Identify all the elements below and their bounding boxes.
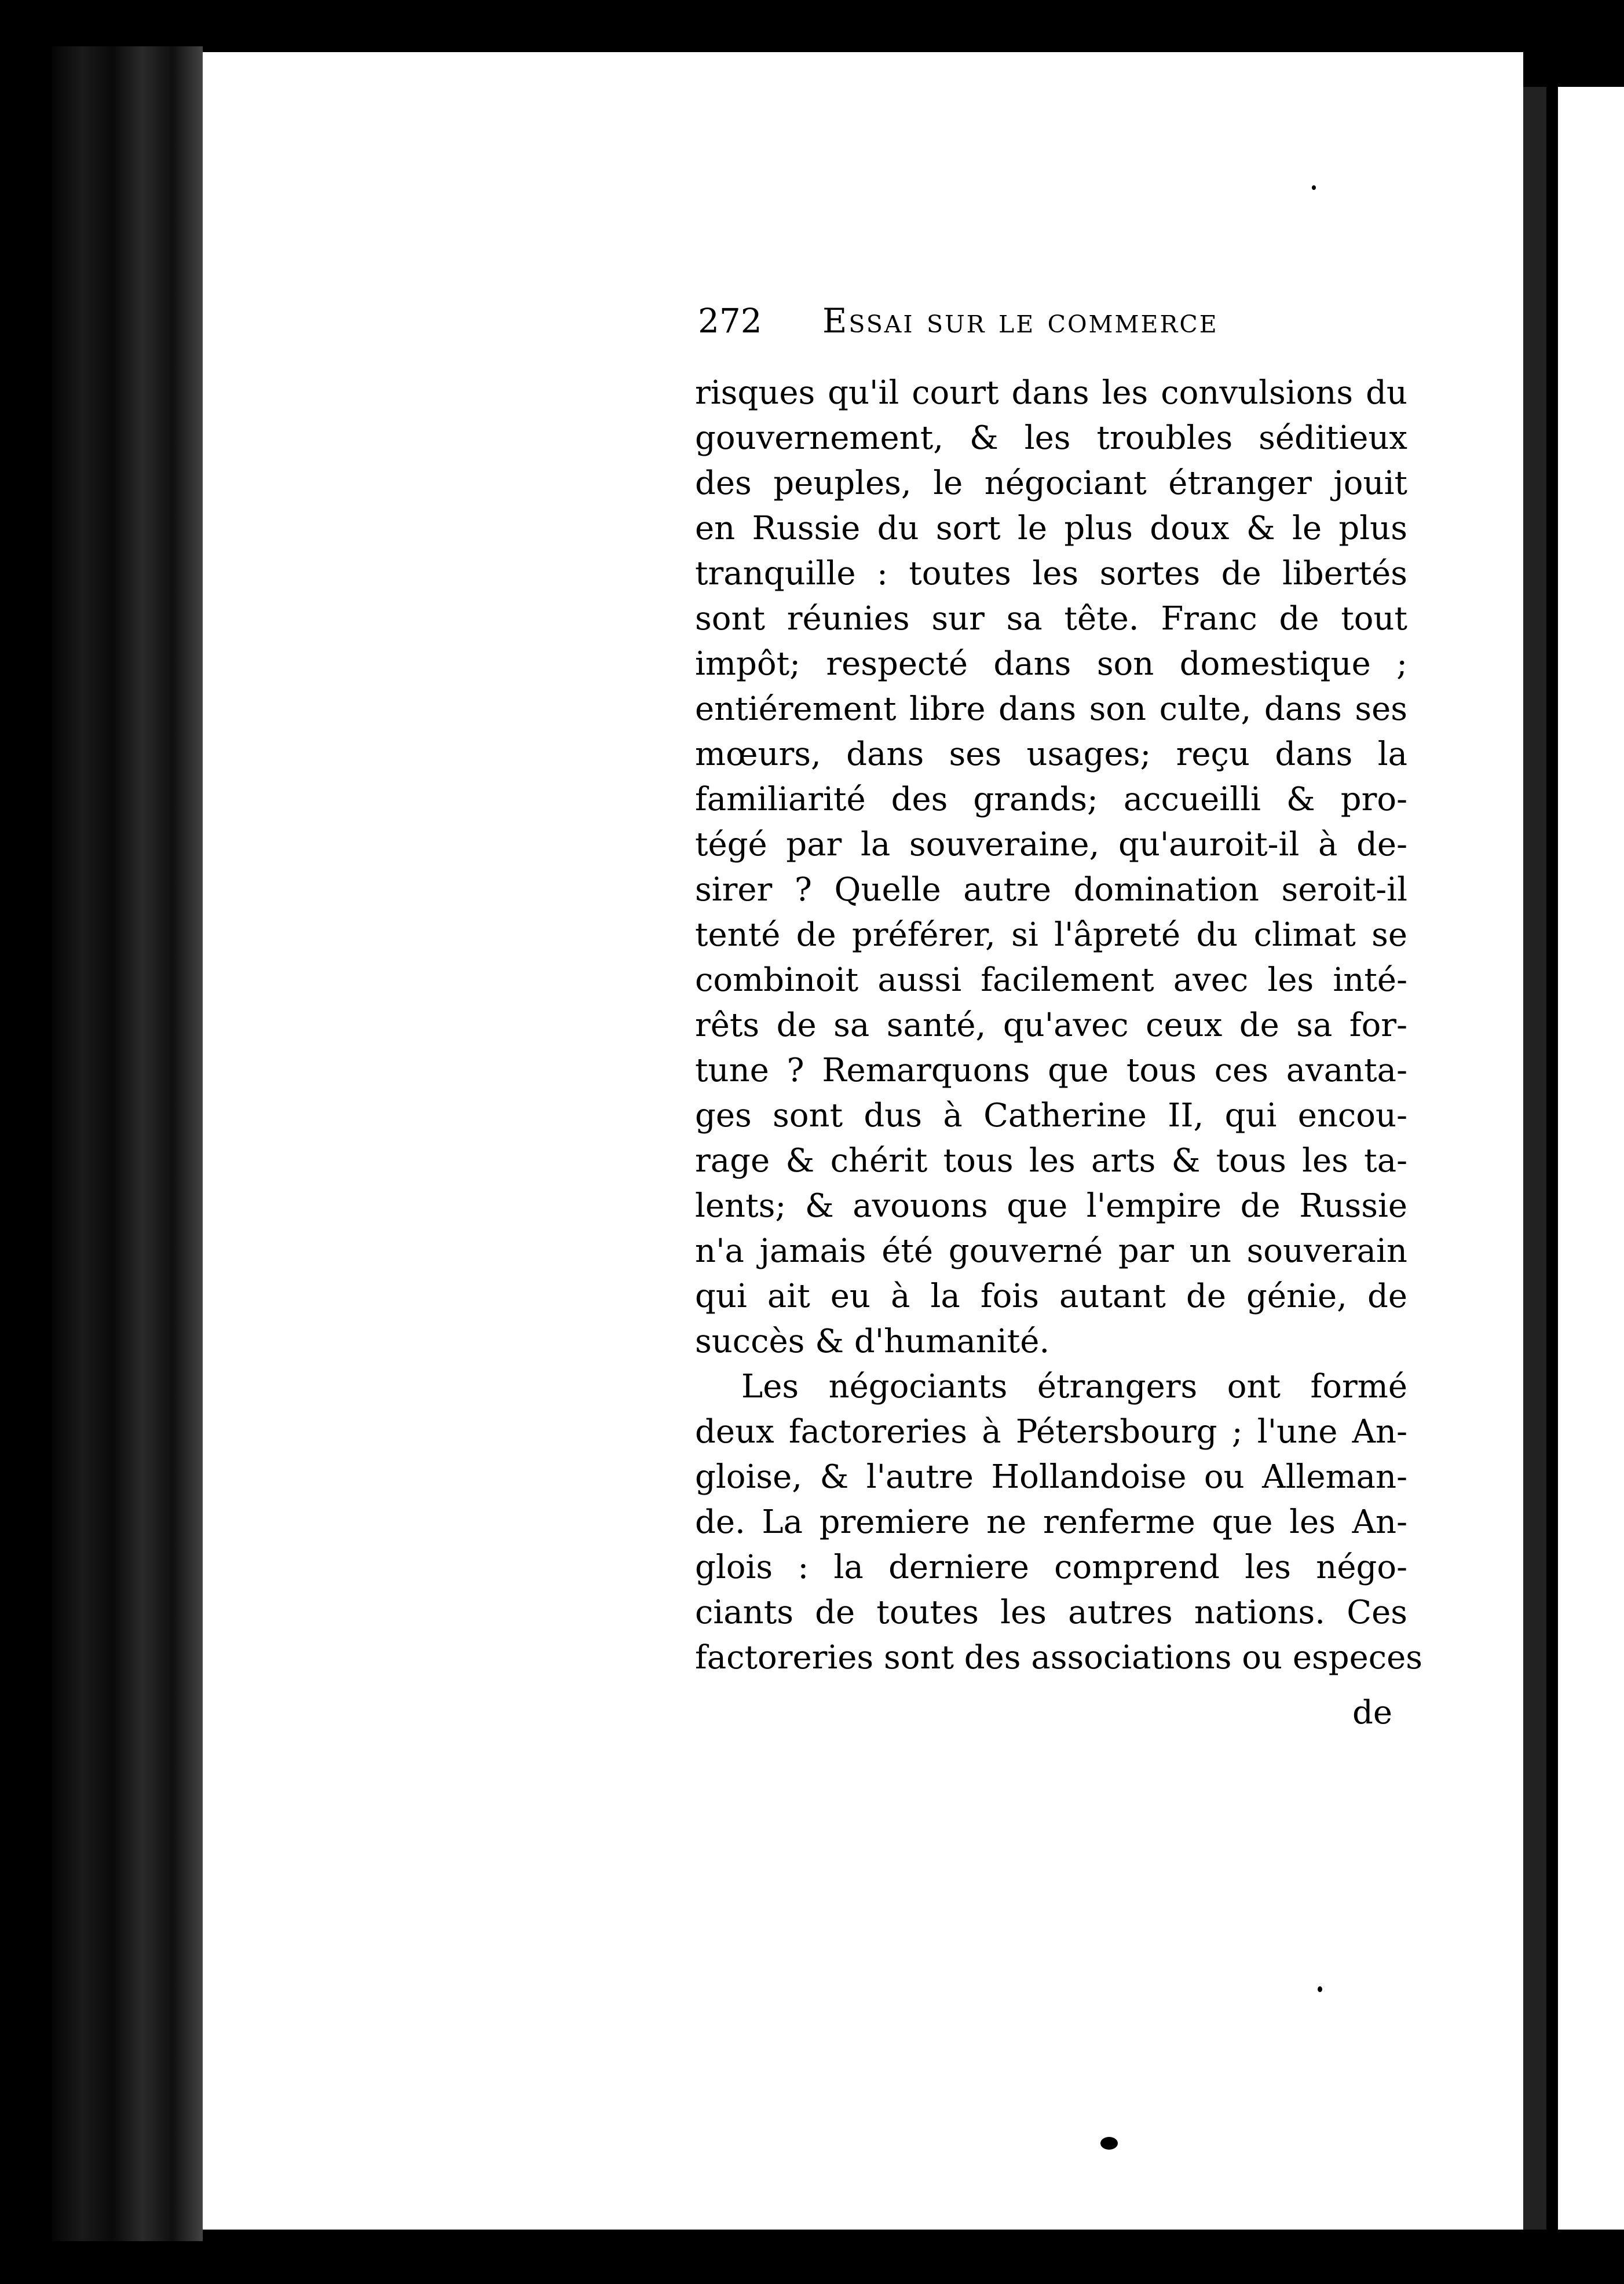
- page-gutter: [1523, 87, 1546, 2230]
- text-line: tune ? Remarquons que tous ces avanta-: [695, 1052, 1407, 1089]
- text-line: en Russie du sort le plus doux & le plus: [695, 510, 1407, 547]
- text-line: impôt; respecté dans son domestique ;: [695, 645, 1407, 683]
- book-spine-edge: [52, 46, 203, 2241]
- running-title: Essai sur le commerce: [822, 301, 1219, 341]
- text-line: de. La premiere ne renferme que les An-: [695, 1503, 1407, 1541]
- running-head: [698, 301, 1289, 353]
- page-number: 272: [698, 301, 762, 341]
- body-text: [695, 371, 1422, 1681]
- catchword: de: [1352, 1694, 1392, 1732]
- text-line: des peuples, le négociant étranger jouit: [695, 464, 1407, 502]
- text-line: familiarité des grands; accueilli & pro-: [695, 781, 1407, 818]
- text-line: qui ait eu à la fois autant de génie, de: [695, 1278, 1407, 1315]
- text-line: n'a jamais été gouverné par un souverain: [695, 1232, 1407, 1270]
- facing-page-edge: [1558, 87, 1624, 2230]
- text-line: sirer ? Quelle autre domination seroit-il: [695, 871, 1407, 909]
- text-line: glois : la derniere comprend les négo-: [695, 1549, 1407, 1586]
- text-line: ciants de toutes les autres nations. Ces: [695, 1594, 1407, 1631]
- text-line: factoreries sont des associations ou especes: [695, 1639, 1422, 1677]
- text-line: mœurs, dans ses usages; reçu dans la: [695, 735, 1407, 773]
- text-line: tégé par la souveraine, qu'auroit-il à de-: [695, 826, 1407, 863]
- text-line: combinoit aussi facilement avec les inté-: [695, 961, 1407, 999]
- text-line: lents; & avouons que l'empire de Russie: [695, 1187, 1407, 1225]
- paragraph-start-line: Les négociants étrangers ont formé: [741, 1368, 1407, 1405]
- text-line: rage & chérit tous les arts & tous les ta-: [695, 1142, 1407, 1180]
- text-line: deux factoreries à Pétersbourg ; l'une An-: [695, 1413, 1407, 1451]
- text-line: tenté de préférer, si l'âpreté du climat se: [695, 916, 1407, 954]
- text-line: gouvernement, & les troubles séditieux: [695, 419, 1407, 457]
- text-line: risques qu'il court dans les convulsions du: [695, 374, 1407, 412]
- text-line: tranquille : toutes les sortes de libertés: [695, 555, 1407, 592]
- text-line: sont réunies sur sa tête. Franc de tout: [695, 600, 1407, 638]
- text-line: gloise, & l'autre Hollandoise ou Alleman-: [695, 1458, 1407, 1496]
- paragraph-end-line: succès & d'humanité.: [695, 1323, 1050, 1360]
- ink-speck: [1312, 185, 1316, 190]
- text-line: ges sont dus à Catherine II, qui encou-: [695, 1097, 1407, 1134]
- ink-speck: [1100, 2137, 1118, 2150]
- ink-speck: [1318, 1986, 1322, 1992]
- text-line: entiérement libre dans son culte, dans ses: [695, 690, 1407, 728]
- text-line: rêts de sa santé, qu'avec ceux de sa for-: [695, 1006, 1407, 1044]
